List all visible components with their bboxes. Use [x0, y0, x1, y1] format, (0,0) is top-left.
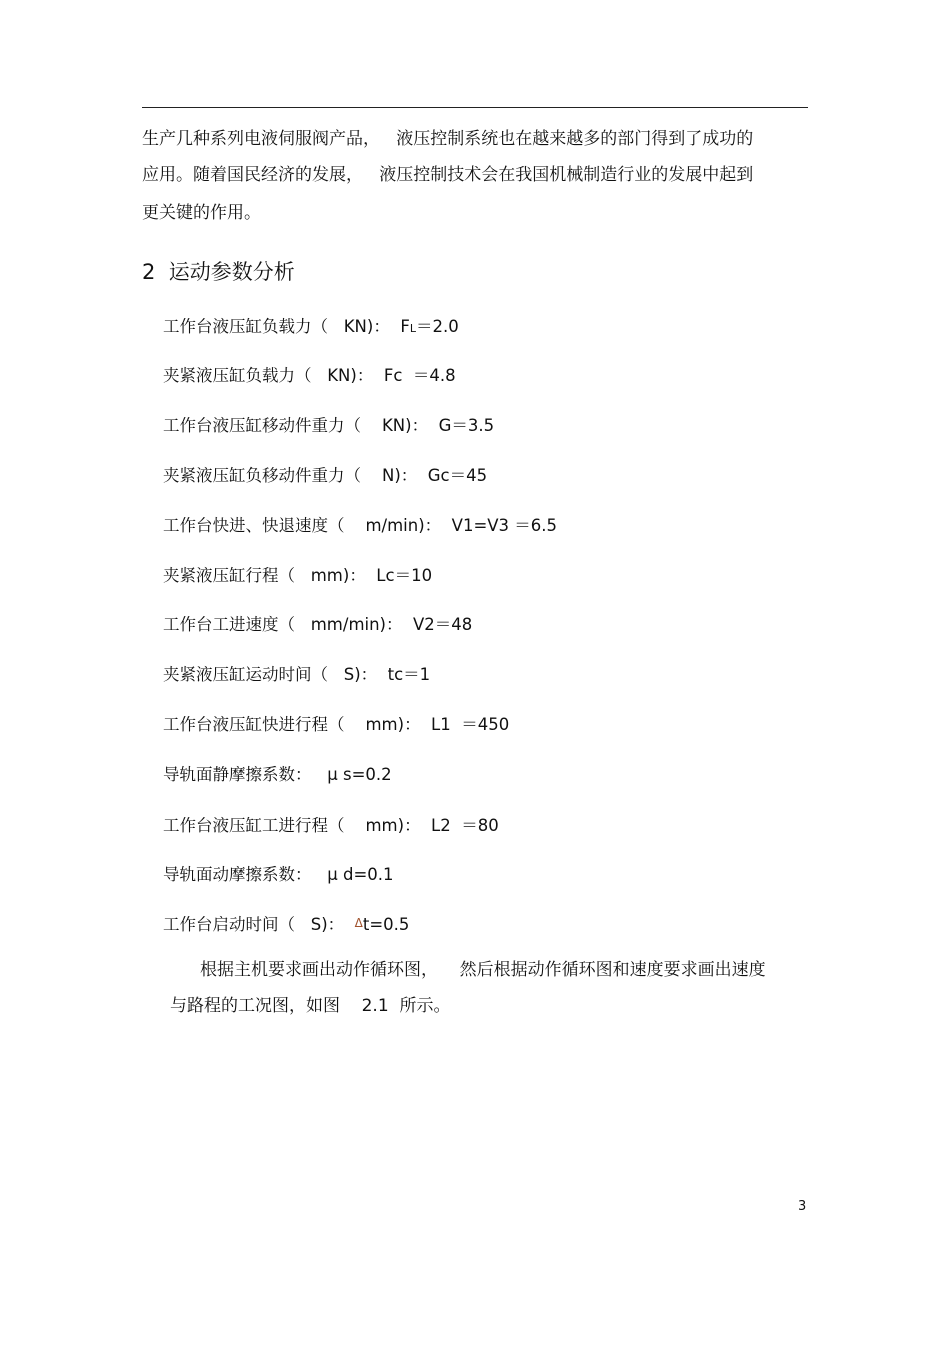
param-line: 工作台液压缸移动件重力（ KN)： G＝3.5 — [163, 416, 495, 435]
param-line: 工作台液压缸快进行程（ mm)： L1 ＝450 — [163, 715, 510, 734]
intro-line-2: 应用。随着国民经济的发展， 液压控制技术会在我国机械制造行业的发展中起到 — [142, 165, 754, 185]
delta-symbol: Δ — [354, 916, 363, 930]
param-line — [163, 313, 459, 337]
param-line: 工作台工进速度（ mm/min)： V2＝48 — [163, 615, 473, 634]
param-value: ＝2.0 — [415, 317, 459, 336]
header-rule — [142, 107, 808, 108]
intro-line-1: 生产几种系列电液伺服阀产品， 液压控制系统也在越来越多的部门得到了成功的 — [142, 129, 754, 149]
intro-line-3: 更关键的作用。 — [142, 203, 261, 223]
param-line: 夹紧液压缸负移动件重力（ N)： Gc＝45 — [163, 466, 488, 485]
param-line — [163, 911, 409, 935]
closing-line-1: 根据主机要求画出动作循环图， 然后根据动作循环图和速度要求画出速度 — [200, 960, 766, 980]
param-subscript: L — [409, 322, 416, 335]
section-heading: 2 运动参数分析 — [142, 260, 295, 284]
param-value: t=0.5 — [362, 915, 410, 934]
param-line: 夹紧液压缸负载力（ KN)： Fc ＝4.8 — [163, 366, 456, 385]
closing-line-2: 与路程的工况图，如图 2.1 所示。 — [170, 996, 451, 1016]
param-text: 工作台启动时间（ S)： — [163, 915, 355, 934]
param-text: 工作台液压缸负载力（ KN)： F — [163, 317, 410, 336]
param-line: 夹紧液压缸行程（ mm)： Lc＝10 — [163, 566, 433, 585]
param-line: 工作台快进、快退速度（ m/min)： V1=V3 ＝6.5 — [163, 516, 558, 535]
param-line: 导轨面动摩擦系数： μ d=0.1 — [163, 865, 394, 884]
page-number: 3 — [798, 1199, 807, 1214]
param-line: 夹紧液压缸运动时间（ S)： tc＝1 — [163, 665, 431, 684]
param-line: 导轨面静摩擦系数： μ s=0.2 — [163, 765, 392, 784]
param-line: 工作台液压缸工进行程（ mm)： L2 ＝80 — [163, 816, 499, 835]
